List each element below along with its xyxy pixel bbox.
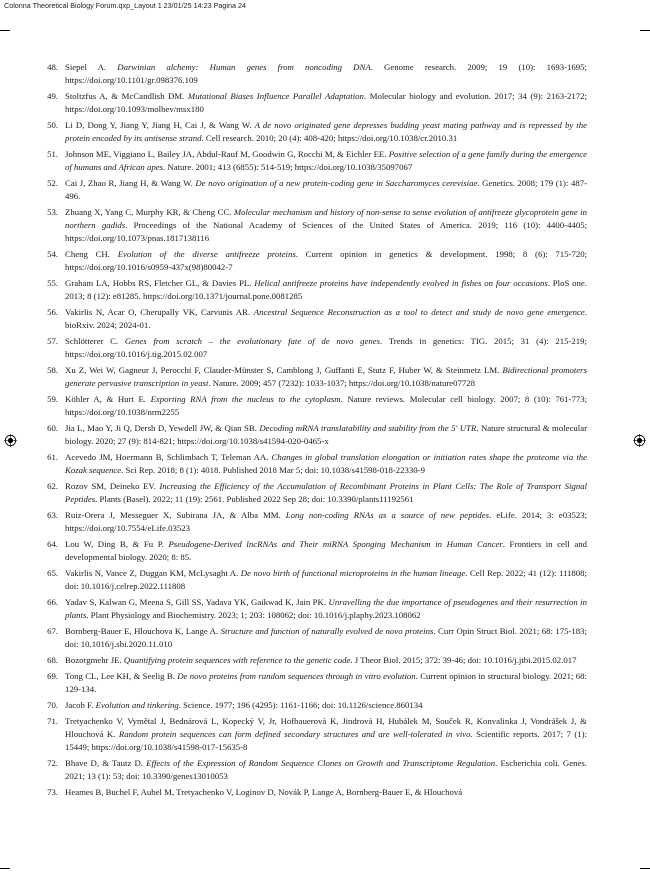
- reference-text: [65, 364, 587, 390]
- registration-mark-left: [4, 434, 17, 447]
- reference-item: [38, 422, 587, 448]
- reference-item: [38, 480, 587, 506]
- reference-authors: Rozov SM, Deineko EV.: [65, 480, 160, 491]
- reference-number: 68.: [47, 654, 58, 665]
- reference-authors: Tretyachenko V, Vymětal J, Bednárová L, Kopecký V, Jr, Hofbauerová K, Jindrová H, Hubálek M, Souček R, Konvalinka J, Vondrášek J, & Hlouchová K.: [65, 716, 587, 739]
- reference-number: 52.: [47, 178, 58, 188]
- reference-source: . Nature reviews. Molecular cell biology. 2007; 8 (10): 761-773; https://doi.org/10.1038/nrm2255: [65, 393, 587, 417]
- reference-item: [38, 393, 587, 419]
- reference-item: [38, 119, 587, 145]
- reference-source: . Science. 1977; 196 (4295): 1161-1166; doi: 10.1126/science.860134: [178, 700, 423, 710]
- reference-source: . Proceedings of the National Academy of Sciences of the United States of America. 2019; 116 (10): 4400-4405; https://doi.org/10.1073/pnas.1817138116: [65, 219, 587, 243]
- reference-number: 60.: [47, 422, 58, 433]
- reference-source: . Plants (Basel). 2022; 11 (19): 2561. Published 2022 Sep 28; doi: 10.3390/plants11192561: [95, 493, 414, 504]
- reference-text: [65, 119, 587, 145]
- reference-source: . Escherichia coli. Genes. 2021; 13 (1): 53; doi: 10.3390/genes13010053: [65, 758, 587, 781]
- reference-authors: Bornberg-Bauer E, Hlouchova K, Lange A.: [65, 625, 221, 636]
- reference-title: De novo origination of a new protein-coding gene in Saccharomyces cerevisiae: [195, 178, 478, 188]
- reference-number: 64.: [47, 538, 58, 549]
- reference-item: [38, 90, 587, 116]
- reference-item: [38, 451, 587, 477]
- reference-title: Evolution of the diverse antifreeze proteins: [117, 248, 296, 259]
- reference-text: [65, 538, 587, 564]
- reference-text: [65, 277, 587, 303]
- reference-text: [65, 61, 587, 87]
- reference-text: [65, 422, 587, 448]
- reference-item: [38, 567, 587, 593]
- reference-source: . Sci Rep. 2018; 8 (1): 4018. Published 2018 Mar 5; doi: 10.1038/s41598-018-22330-9: [121, 464, 425, 475]
- reference-text: [65, 670, 587, 696]
- reference-authors: Tong CL, Lee KH, & Seelig B.: [65, 671, 178, 681]
- reference-item: [38, 277, 587, 303]
- reference-title: Genes from scratch – the evolutionary fate of de novo genes: [124, 335, 380, 346]
- reference-authors: Yadav S, Kalwan G, Meena S, Gill SS, Yadava YK, Gaikwad K, Jain PK.: [65, 596, 329, 607]
- reference-source: . Cell Rep. 2022; 41 (12): 111808; doi: 10.1016/j.celrep.2022.111808: [65, 567, 587, 591]
- reference-number: 53.: [47, 207, 58, 217]
- reference-item: [38, 757, 587, 783]
- reference-item: [38, 509, 587, 535]
- reference-source: . Genome research. 2009; 19 (10): 1693-1695; https://doi.org/10.1101/gr.098376.109: [65, 62, 587, 85]
- reference-authors: Köhler A, & Hurt E.: [65, 393, 151, 404]
- reference-list: [38, 61, 587, 802]
- reference-item: [38, 248, 587, 274]
- reference-title: Increasing the Efficiency of the Accumulation of Recombinant Proteins in Plant Cells: The Role of Transport Signal Peptides: [65, 480, 588, 504]
- reference-text: [65, 148, 587, 174]
- reference-source: . bioRxiv. 2024; 2024-01.: [65, 306, 587, 330]
- reference-item: [38, 306, 587, 332]
- reference-number: 61.: [47, 451, 58, 462]
- reference-authors: Vakirlis N, Vance Z, Duggan KM, McLysaght A.: [65, 567, 241, 578]
- reference-authors: Schlötterer C.: [65, 335, 125, 346]
- reference-title: Darwinian alchemy: Human genes from noncoding DNA: [117, 62, 371, 72]
- reference-item: [38, 538, 587, 564]
- reference-number: 58.: [47, 364, 58, 375]
- reference-source: . Cell research. 2010; 20 (4): 408-420; https://doi.org/10.1038/cr.2010.31: [201, 132, 458, 143]
- reference-number: 59.: [47, 393, 58, 404]
- reference-title: Random protein sequences can form defined secondary structures and are well-tolerated in vivo: [118, 729, 471, 739]
- reference-source: . Nature. 2009; 457 (7232): 1033-1037; https://doi.org/10.1038/nature07728: [208, 377, 476, 388]
- reference-text: [65, 451, 587, 477]
- reference-item: [38, 177, 587, 203]
- reference-title: Long non-coding RNAs as a source of new peptides: [285, 509, 490, 520]
- reference-authors: Cheng CH.: [65, 248, 118, 259]
- reference-number: 48.: [47, 62, 58, 72]
- reference-title: Ancestral Sequence Reconstruction as a tool to detect and study de novo gene emergence: [253, 306, 585, 317]
- reference-text: [65, 393, 587, 419]
- reference-item: [38, 625, 587, 651]
- reference-item: [38, 61, 587, 87]
- reference-number: 49.: [47, 91, 58, 101]
- reference-source: . Nature. 2001; 413 (6855): 514-519; https://doi.org/10.1038/35097067: [163, 161, 413, 172]
- crop-mark: [640, 868, 650, 869]
- reference-authors: Vakirlis N, Acar O, Cherupally VK, Carvunis AR.: [65, 306, 254, 317]
- reference-text: [65, 90, 587, 116]
- reference-item: [38, 364, 587, 390]
- reference-number: 73.: [47, 787, 58, 797]
- reference-text: [65, 177, 587, 203]
- reference-number: 62.: [47, 480, 58, 491]
- reference-source: . Curr Opin Struct Biol. 2021; 68: 175-183; doi: 10.1016/j.sbi.2020.11.010: [65, 625, 587, 649]
- reference-authors: Zhuang X, Yang C, Murphy KR, & Cheng CC.: [65, 207, 234, 217]
- reference-item: [38, 596, 587, 622]
- reference-text: [65, 786, 587, 799]
- reference-title: De novo birth of functional microproteins in the human lineage: [240, 567, 466, 578]
- reference-source: . J Theor Biol. 2015; 372: 39-46; doi: 10.1016/j.jtbi.2015.02.017: [350, 654, 577, 665]
- reference-number: 50.: [47, 120, 58, 130]
- reference-number: 56.: [47, 306, 58, 317]
- reference-authors: Siepel A.: [65, 62, 118, 72]
- reference-text: [65, 596, 587, 622]
- reference-number: 71.: [47, 716, 58, 727]
- reference-number: 55.: [47, 277, 58, 288]
- reference-source: . Scientific reports. 2017; 7 (1): 15449; https://doi.org/10.1038/s41598-017-15635-8: [65, 729, 587, 752]
- reference-authors: Graham LA, Hobbs RS, Fletcher GL, & Davies PL.: [65, 277, 255, 288]
- reference-title: A de novo originated gene depresses budding yeast mating pathway and is repressed by the protein encoded by its antisense strand: [65, 120, 587, 143]
- reference-number: 70.: [47, 700, 58, 710]
- reference-title: Mutational Biases Influence Parallel Adaptation: [187, 91, 364, 101]
- reference-authors: Ruiz-Orera J, Messeguer X, Subirana JA, & Alba MM.: [65, 509, 286, 520]
- reference-title: Exporting RNA from the nucleus to the cytoplasm: [150, 393, 341, 404]
- reference-source: . eLife. 2014; 3: e03523; https://doi.org/10.7554/eLife.03523: [65, 509, 588, 533]
- reference-title: Pseudogene-Derived lncRNAs and Their miRNA Sponging Mechanism in Human Cancer: [168, 538, 503, 549]
- reference-title: Changes in global translation elongation or initiation rates shape the proteome via the Kozak sequence: [65, 451, 588, 475]
- reference-item: [38, 335, 587, 361]
- reference-authors: Acevedo JM, Hoermann B, Schlimbach T, Teleman AA.: [65, 451, 272, 462]
- reference-source: . Nature structural & molecular biology. 2020; 27 (9): 814-821; https://doi.org/10.1038/s41594-020-0465-x: [65, 422, 588, 446]
- reference-number: 65.: [47, 567, 58, 578]
- reference-text: [65, 206, 587, 245]
- reference-authors: Jia L, Mao Y, Ji Q, Dersh D, Yewdell JW, & Qian SB.: [65, 422, 260, 433]
- reference-title: Bidirectional promoters generate pervasive transcription in yeast: [65, 364, 587, 388]
- reference-authors: Lou W, Ding B, & Fu P.: [65, 538, 169, 549]
- reference-text: [65, 306, 587, 332]
- reference-title: Helical antifreeze proteins have independently evolved in fishes on four occasions: [254, 277, 548, 288]
- reference-text: [65, 654, 587, 667]
- reference-text: [65, 715, 587, 754]
- crop-mark: [640, 30, 650, 31]
- reference-source: . Current opinion in structural biology. 2021; 68: 129-134.: [65, 671, 587, 694]
- reference-number: 66.: [47, 596, 58, 607]
- reference-text: [65, 699, 587, 712]
- reference-number: 51.: [47, 149, 58, 159]
- reference-item: [38, 699, 587, 712]
- reference-text: [65, 625, 587, 651]
- reference-text: [65, 335, 587, 361]
- reference-authors: Bhave D, & Tautz D.: [65, 758, 147, 768]
- reference-item: [38, 206, 587, 245]
- reference-title: Unravelling the due importance of pseudogenes and their resurrection in plants: [65, 596, 587, 620]
- reference-authors: Stoltzfus A, & McCandlish DM.: [65, 91, 188, 101]
- reference-number: 63.: [47, 509, 58, 520]
- crop-mark: [0, 30, 10, 31]
- reference-number: 57.: [47, 335, 58, 346]
- print-slug: Colonna Theoretical Biology Forum.qxp_Layout 1 23/01/25 14:23 Pagina 24: [4, 1, 247, 10]
- reference-title: Effects of the Expression of Random Sequence Clones on Growth and Transcriptome Regulation: [146, 758, 496, 768]
- reference-title: Positive selection of a gene family during the emergence of humans and African apes: [65, 149, 587, 172]
- reference-source: . Current opinion in genetics & development. 1998; 8 (6): 715-720; https://doi.org/10.1016/s0959-437x(98)80042-7: [65, 248, 588, 272]
- reference-text: [65, 567, 587, 593]
- reference-title: Structure and function of naturally evolved de novo proteins: [220, 625, 434, 636]
- reference-source: . Plant Physiology and Biochemistry. 2023; 1; 203: 108062; doi: 10.1016/j.plaphy.2023.108062: [86, 609, 421, 620]
- reference-item: [38, 786, 587, 799]
- reference-authors: Li D, Dong Y, Jiang Y, Jiang H, Cai J, & Wang W.: [65, 120, 255, 130]
- reference-source: . Molecular biology and evolution. 2017; 34 (9): 2163-2172; https://doi.org/10.1093/molbev/msx180: [65, 91, 587, 114]
- reference-text: [65, 509, 587, 535]
- reference-number: 69.: [47, 671, 58, 681]
- reference-source: . Genetics. 2008; 179 (1): 487-496.: [65, 178, 588, 201]
- reference-text: [65, 480, 587, 506]
- reference-title: Molecular mechanism and history of non-sense to sense evolution of antifreeze glycoprotein gene in northern gadids: [65, 207, 587, 230]
- reference-item: [38, 715, 587, 754]
- reference-title: Quantifying protein sequences with reference to the genetic code: [123, 654, 351, 665]
- reference-text: [65, 248, 587, 274]
- reference-item: [38, 670, 587, 696]
- reference-authors: Jacob F.: [65, 700, 96, 710]
- reference-authors: Xu Z, Wei W, Gagneur J, Perocchi F, Clauder-Münster S, Camblong J, Guffanti E, Stutz F, Huber W, & Steinmetz LM.: [65, 364, 503, 375]
- reference-authors: Johnson ME, Viggiano L, Bailey JA, Abdul-Rauf M, Goodwin G, Rocchi M, & Eichler EE.: [65, 149, 389, 159]
- reference-number: 54.: [47, 248, 58, 259]
- reference-authors: Bozorgmehr JE.: [65, 654, 124, 665]
- reference-title: De novo proteins from random sequences through in vitro evolution: [177, 671, 416, 681]
- reference-item: [38, 148, 587, 174]
- reference-title: Decoding mRNA translatability and stability from the 5' UTR: [259, 422, 477, 433]
- reference-text: [65, 757, 587, 783]
- reference-authors: Heames B, Buchel F, Aubel M, Tretyachenko V, Loginov D, Novák P, Lange A, Bornberg-Bauer E, & Hlouchová: [65, 787, 463, 797]
- reference-authors: Cai J, Zhao R, Jiang H, & Wang W.: [65, 178, 196, 188]
- crop-mark: [0, 868, 10, 869]
- reference-source: . Frontiers in cell and developmental biology. 2020; 8: 85.: [65, 538, 587, 562]
- reference-source: . PloS one. 2013; 8 (12): e81285. https://doi.org/10.1371/journal.pone.0081285: [65, 277, 587, 301]
- registration-mark-right: [633, 434, 646, 447]
- reference-number: 72.: [47, 758, 58, 768]
- reference-item: [38, 654, 587, 667]
- reference-title: Evolution and tinkering: [95, 700, 179, 710]
- reference-number: 67.: [47, 625, 58, 636]
- reference-source: . Trends in genetics: TIG. 2015; 31 (4): 215-219; https://doi.org/10.1016/j.tig.2015.02.007: [65, 335, 587, 359]
